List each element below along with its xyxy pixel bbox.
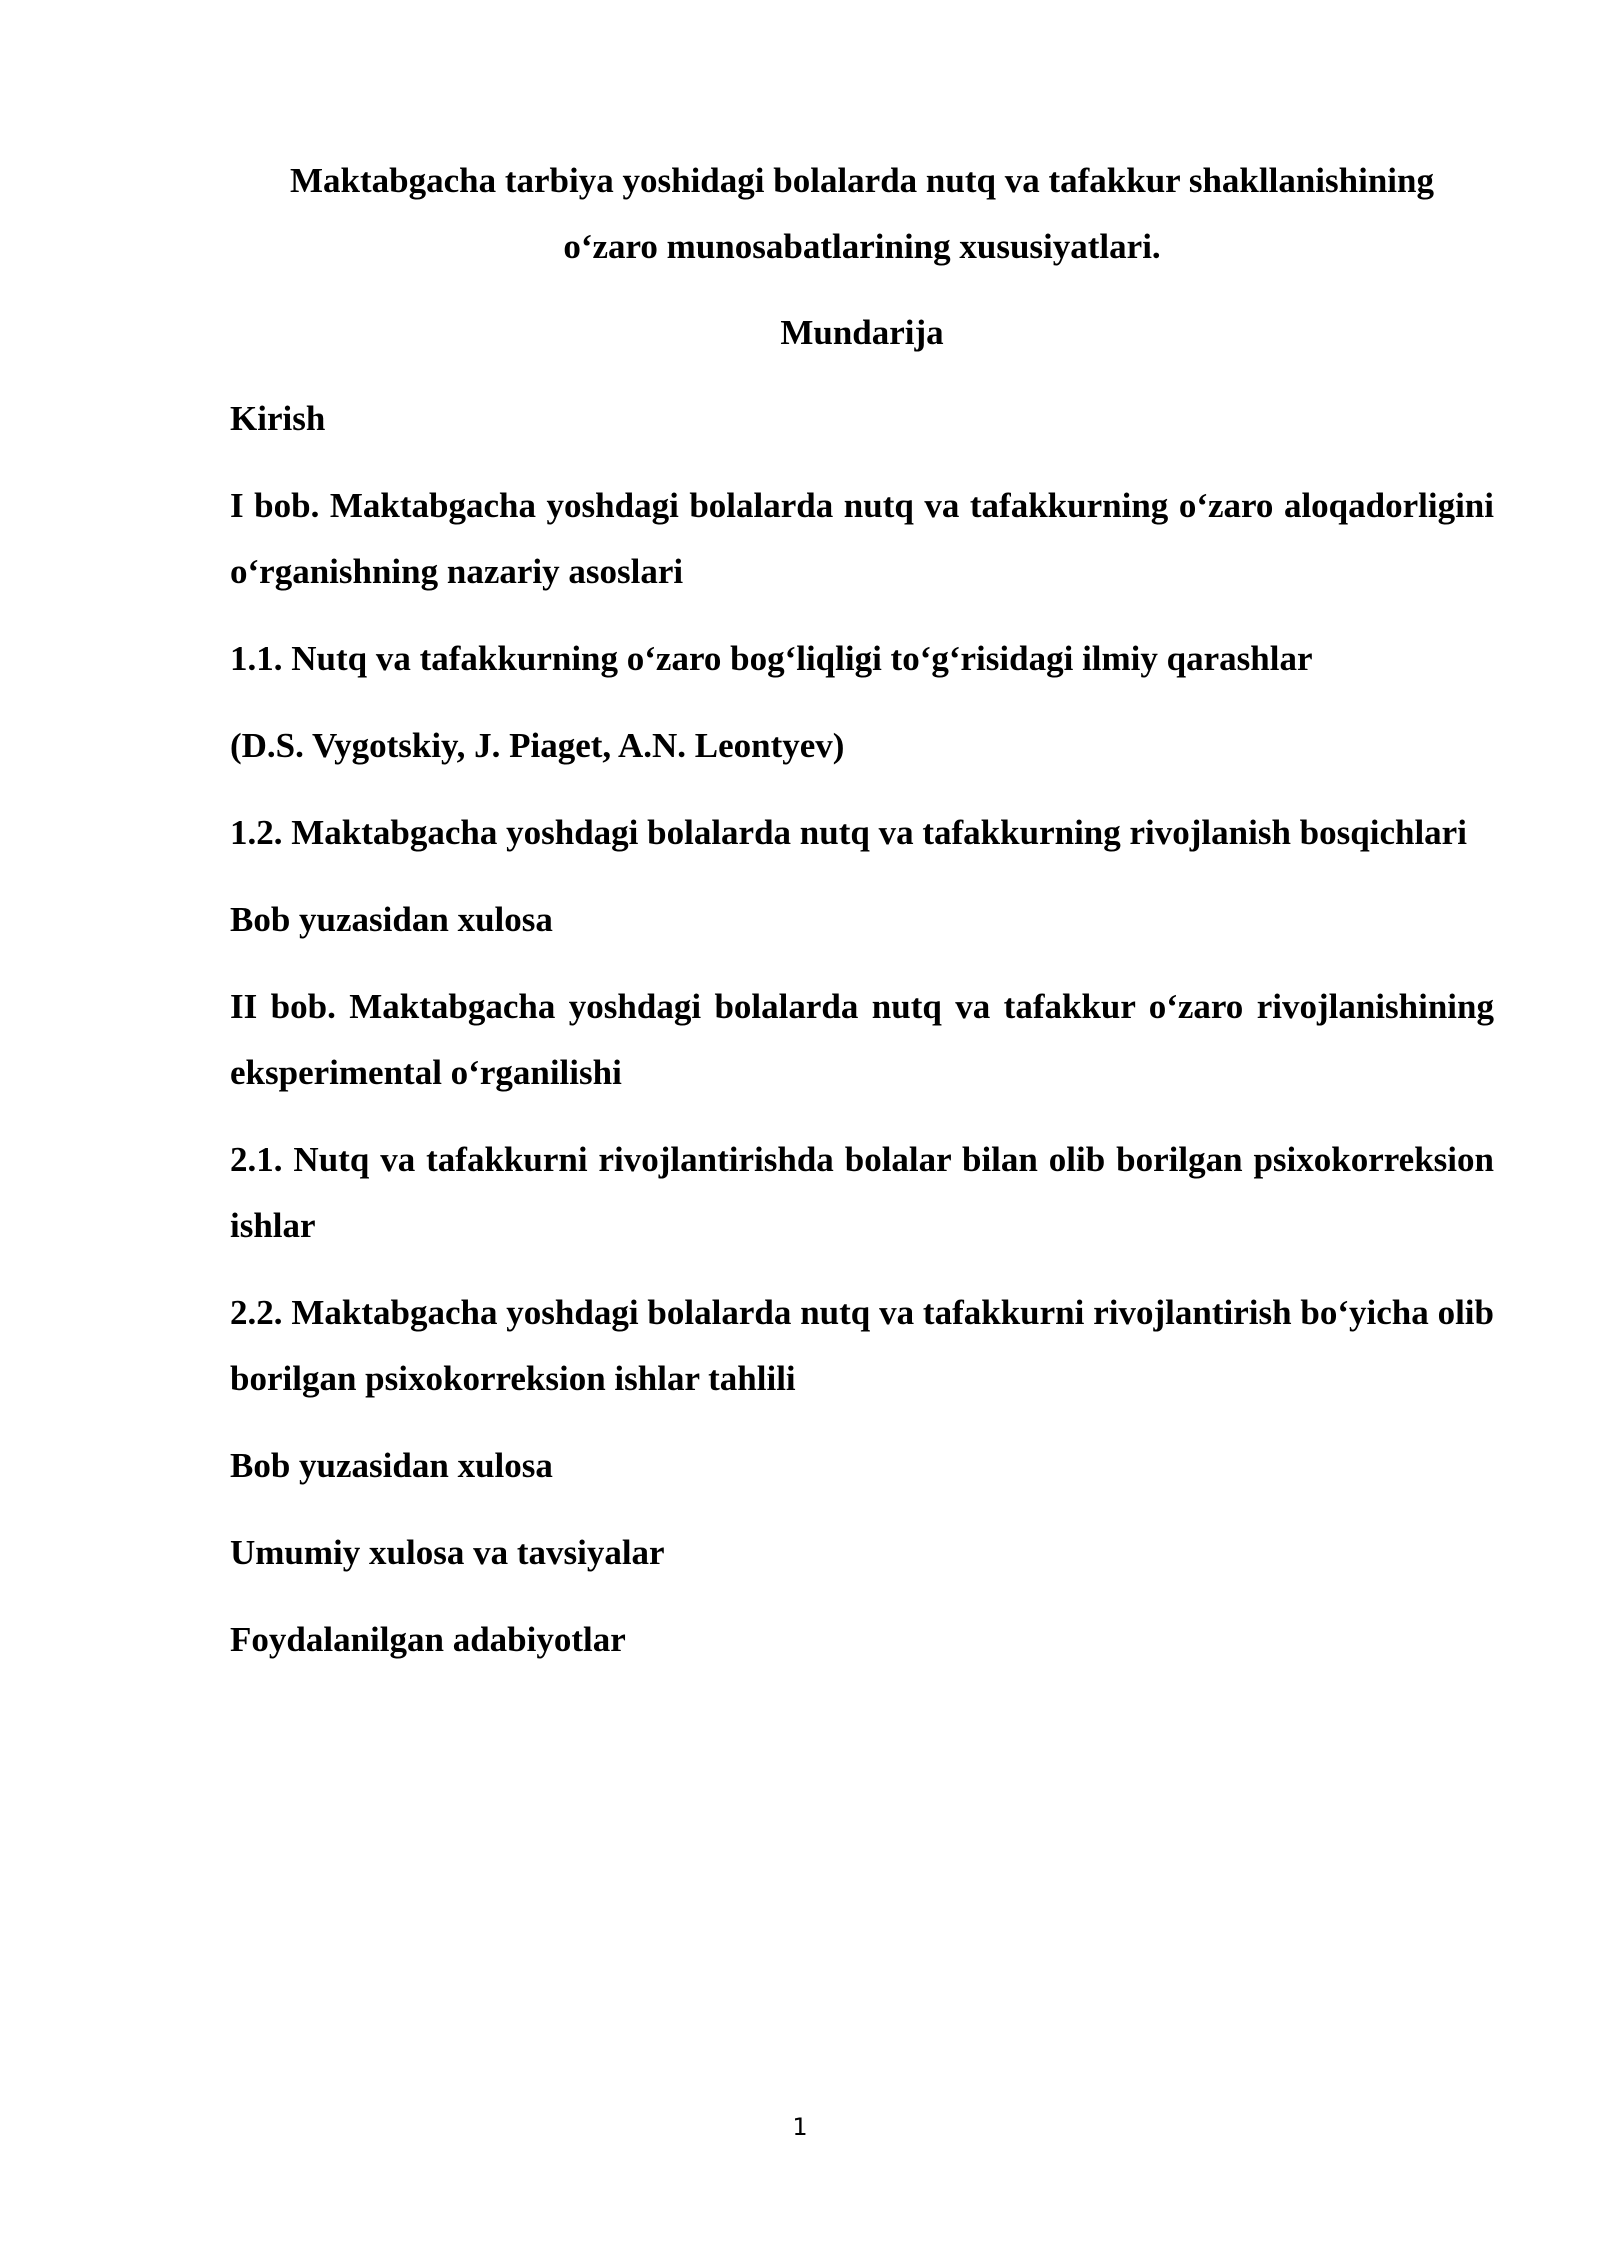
toc-item-section-2-1: 2.1. Nutq va tafakkurni rivojlantirishda bolalar bilan olib borilgan psixokorreksion ishlar [230,1140,1494,1245]
title-line-2: o‘zaro munosabatlarining xususiyatlari. [563,227,1161,266]
toc-item-references: Foydalanilgan adabiyotlar [230,1620,626,1659]
toc-item-introduction: Kirish [230,399,326,438]
page-content [230,148,1494,1694]
title-line-1: Maktabgacha tarbiya yoshidagi bolalarda nutq va tafakkur shakllanishining [290,161,1434,200]
toc-item-section-1-1-authors: (D.S. Vygotskiy, J. Piaget, A.N. Leontyev) [230,726,845,765]
toc-item-chapter-1-conclusion: Bob yuzasidan xulosa [230,900,553,939]
toc-item-section-1-1: 1.1. Nutq va tafakkurning o‘zaro bog‘liqligi to‘g‘risidagi ilmiy qarashlar [230,639,1313,678]
toc-item-chapter-1: I bob. Maktabgacha yoshdagi bolalarda nutq va tafakkurning o‘zaro aloqadorligini o‘rganishning nazariy asoslari [230,486,1494,591]
toc-heading: Mundarija [780,313,944,352]
table-of-contents [230,386,1494,1673]
document-title [230,148,1494,280]
toc-item-chapter-2-conclusion: Bob yuzasidan xulosa [230,1446,553,1485]
toc-item-chapter-2: II bob. Maktabgacha yoshdagi bolalarda nutq va tafakkur o‘zaro rivojlanishining eksperimental o‘rganilishi [230,987,1494,1092]
page-number: 1 [792,2113,808,2141]
toc-item-section-2-2: 2.2. Maktabgacha yoshdagi bolalarda nutq va tafakkurni rivojlantirish bo‘yicha olib borilgan psixokorreksion ishlar tahlili [230,1293,1494,1398]
toc-item-general-conclusion: Umumiy xulosa va tavsiyalar [230,1533,665,1572]
toc-item-section-1-2: 1.2. Maktabgacha yoshdagi bolalarda nutq va tafakkurning rivojlanish bosqichlari [230,813,1467,852]
